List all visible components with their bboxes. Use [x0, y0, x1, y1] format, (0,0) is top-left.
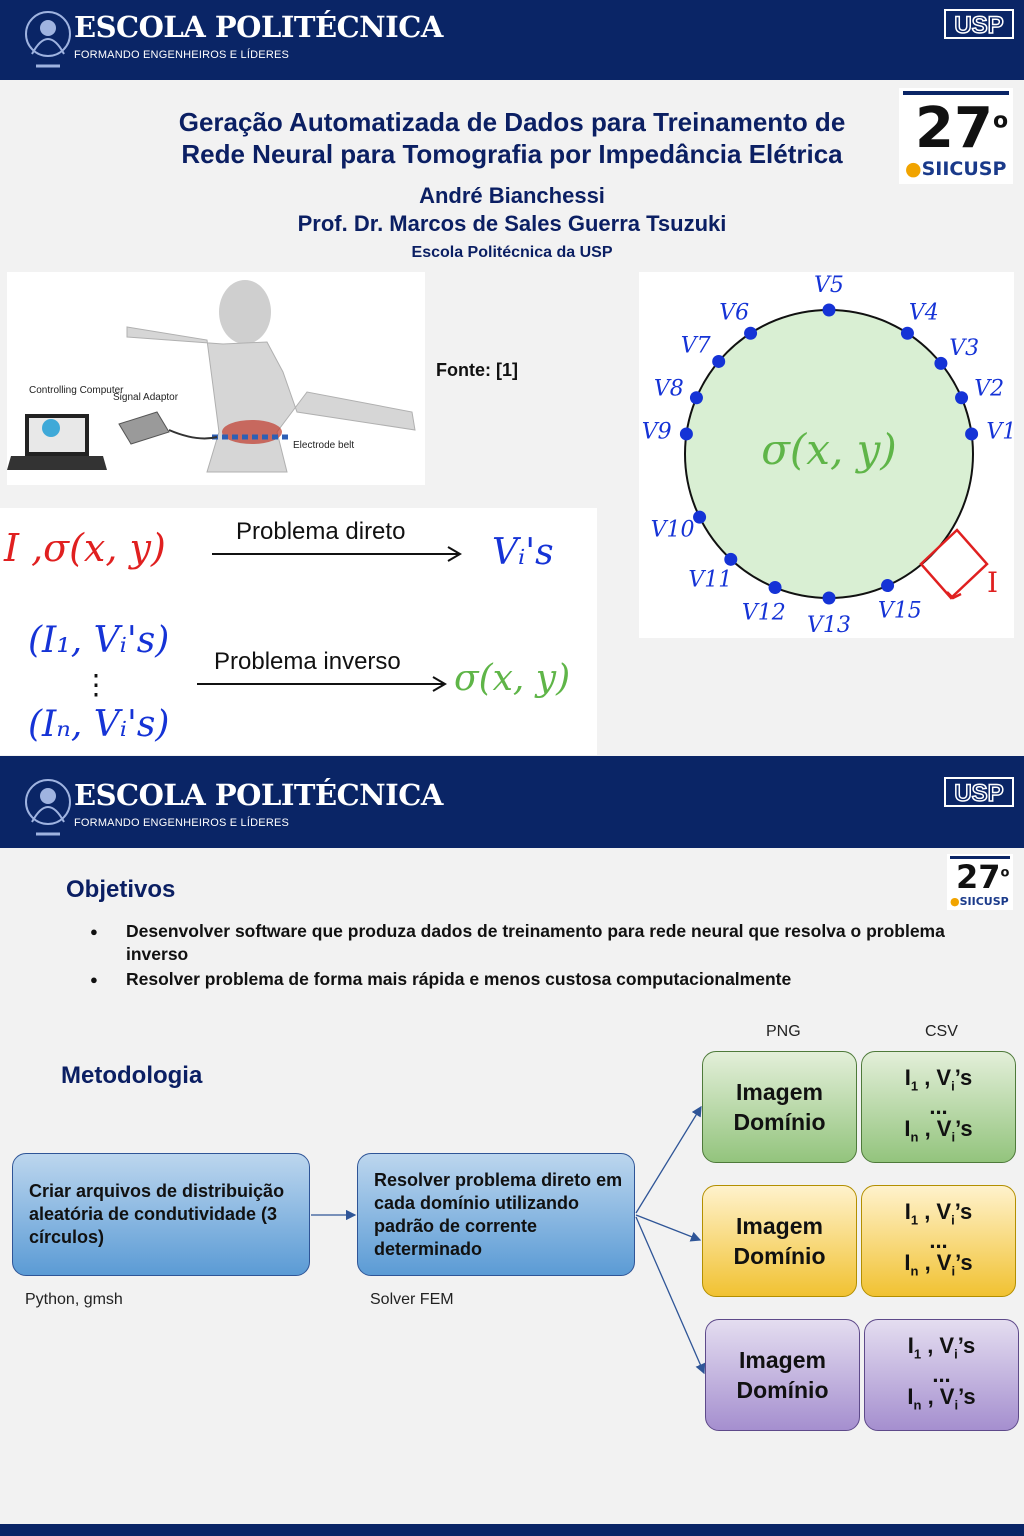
electrode-dot-v5 — [823, 304, 836, 317]
image-label-line1: Imagem — [736, 1213, 823, 1239]
step-create-files-tool: Python, gmsh — [25, 1291, 123, 1308]
objectives-list — [90, 920, 970, 993]
arrow-to-output-2-icon — [636, 1215, 700, 1240]
inverse-problem-label: Problema inverso — [214, 648, 401, 675]
current-label: I — [987, 566, 999, 599]
electrode-dot-v6 — [744, 327, 757, 340]
output-image-2 — [702, 1185, 857, 1297]
institution: Escola Politécnica da USP — [411, 244, 613, 261]
inverse-dots: ⋮ — [82, 669, 110, 700]
electrode-dot-v11 — [724, 553, 737, 566]
electrode-label-v12: V12 — [741, 600, 786, 626]
image-label-line1: Imagem — [739, 1347, 826, 1373]
output-image-3 — [705, 1319, 860, 1431]
image-label-line2: Domínio — [733, 1243, 826, 1269]
step-solve-direct-tool: Solver FEM — [370, 1291, 454, 1308]
output-csv-1: $I_1$ , $V_i’s$ ... $I_n$ , $V_i’s$ — [861, 1051, 1016, 1163]
title-line-2: Rede Neural para Tomografia por Impedância Elétrica — [181, 139, 843, 169]
electrode-dot-v15 — [881, 579, 894, 592]
badge-degree: o — [992, 108, 1009, 134]
methodology-heading: Metodologia — [61, 1062, 203, 1089]
electrode-dot-v8 — [690, 391, 703, 404]
electrode-dot-v13 — [823, 592, 836, 605]
image-label-line2: Domínio — [736, 1377, 829, 1403]
electrode-label-v6: V6 — [719, 300, 750, 326]
column-csv: CSV — [925, 1023, 958, 1040]
page-title — [0, 106, 1024, 170]
electrode-label-v3: V3 — [949, 336, 980, 362]
electrode-label-v15: V15 — [877, 598, 922, 624]
siicusp-badge: 27$^o$ ●SIICUSP — [899, 88, 1013, 184]
direct-lhs: I ,σ(x, y) — [4, 526, 166, 570]
electrode-label-v11: V11 — [688, 567, 733, 593]
inverse-pair-2: (Iₙ, Vᵢ's) — [28, 704, 170, 745]
image-label-line1: Imagem — [736, 1079, 823, 1105]
inverse-arrow-icon — [195, 674, 450, 694]
step-create-files-text: Criar arquivos de distribuição aleatória de condutividade (3 círculos) — [29, 1181, 285, 1247]
objective-item: ● Resolver problema de forma mais rápida e menos custosa computacionalmente — [90, 968, 970, 991]
advisor: Prof. Dr. Marcos de Sales Guerra Tsuzuki — [297, 211, 727, 236]
direct-arrow-icon — [210, 544, 465, 564]
label-signal-adaptor: Signal Adaptor — [113, 392, 179, 403]
arrow-to-output-3-icon — [636, 1217, 704, 1373]
label-electrode-belt: Electrode belt — [293, 440, 355, 451]
footer-bar — [0, 1524, 1024, 1536]
electrode-label-v10: V10 — [650, 517, 695, 543]
usp-logo-text-2: USP — [954, 780, 1004, 807]
electrode-dot-v4 — [901, 327, 914, 340]
electrode-dot-v7 — [712, 355, 725, 368]
image-label-line2: Domínio — [733, 1109, 826, 1135]
electrode-dot-v1 — [965, 427, 978, 440]
header-title-2: ESCOLA POLITÉCNICA — [74, 778, 443, 812]
escola-politecnica-crest-icon — [22, 4, 74, 74]
electrode-dot-v12 — [769, 581, 782, 594]
header-slide-1 — [0, 0, 1024, 80]
column-png: PNG — [766, 1023, 801, 1040]
inverse-pair-1: (I₁, Vᵢ's) — [28, 620, 170, 661]
electrode-label-v13: V13 — [807, 613, 851, 638]
eit-setup-illustration — [7, 272, 425, 485]
electrode-label-v8: V8 — [653, 376, 684, 402]
title-line-1: Geração Automatizada de Dados para Treinamento de — [178, 107, 846, 137]
slide-separator — [0, 756, 1024, 768]
badge-brand: SIICUSP — [921, 158, 1007, 180]
electrode-circle-diagram — [639, 272, 1014, 638]
header-subtitle-2: FORMANDO ENGENHEIROS E LÍDERES — [74, 817, 290, 829]
badge-brand-2: SIICUSP — [959, 895, 1009, 908]
electrode-label-v1: V1 — [986, 419, 1014, 445]
badge-degree-2: o — [1000, 865, 1010, 881]
author: André Bianchessi — [419, 183, 605, 208]
header-subtitle: FORMANDO ENGENHEIROS E LÍDERES — [74, 49, 290, 61]
electrode-dot-v2 — [955, 391, 968, 404]
direct-problem-label: Problema direto — [236, 518, 406, 545]
usp-logo-icon-2 — [944, 776, 1014, 808]
badge-number-2: 27 — [956, 858, 1001, 896]
usp-logo-icon — [944, 8, 1014, 40]
electrode-label-v4: V4 — [908, 300, 939, 326]
sigma-label: σ(x, y) — [761, 425, 897, 474]
label-controlling-computer: Controlling Computer — [29, 385, 124, 396]
objectives-heading: Objetivos — [66, 876, 176, 903]
badge-number: 27 — [915, 96, 993, 161]
output-csv-3: $I_1$ , $V_i’s$ ... $I_n$ , $V_i’s$ — [864, 1319, 1019, 1431]
electrode-dot-v9 — [680, 427, 693, 440]
output-image-1 — [702, 1051, 857, 1163]
direct-rhs: Vᵢ's — [492, 532, 554, 573]
electrode-circle-svg — [639, 272, 1014, 638]
eit-setup-drawing — [7, 272, 425, 485]
arrow-to-output-1-icon — [636, 1107, 701, 1213]
inverse-rhs: σ(x, y) — [454, 658, 571, 699]
output-csv-2: $I_1$ , $V_i’s$ ... $I_n$ , $V_i’s$ — [861, 1185, 1016, 1297]
usp-logo-text: USP — [954, 12, 1004, 39]
step-solve-direct-text: Resolver problema direto em cada domínio utilizando padrão de corrente determinado — [374, 1169, 623, 1259]
source-citation: Fonte: [1] — [436, 360, 518, 380]
electrode-label-v9: V9 — [641, 419, 672, 445]
header-slide-2 — [0, 768, 1024, 848]
electrode-label-v2: V2 — [974, 376, 1005, 402]
header-title: ESCOLA POLITÉCNICA — [74, 10, 443, 44]
siicusp-badge-2: 27$^o$ ●SIICUSP — [947, 854, 1013, 910]
electrode-dot-v3 — [934, 357, 947, 370]
equations-panel — [0, 508, 597, 755]
electrode-label-v7: V7 — [680, 333, 711, 359]
objective-item: ● Desenvolver software que produza dados de treinamento para rede neural que resolva o problema inverso — [90, 920, 970, 966]
electrode-label-v5: V5 — [814, 273, 844, 298]
electrode-dot-v10 — [693, 511, 706, 524]
escola-politecnica-crest-icon-2 — [22, 772, 74, 842]
